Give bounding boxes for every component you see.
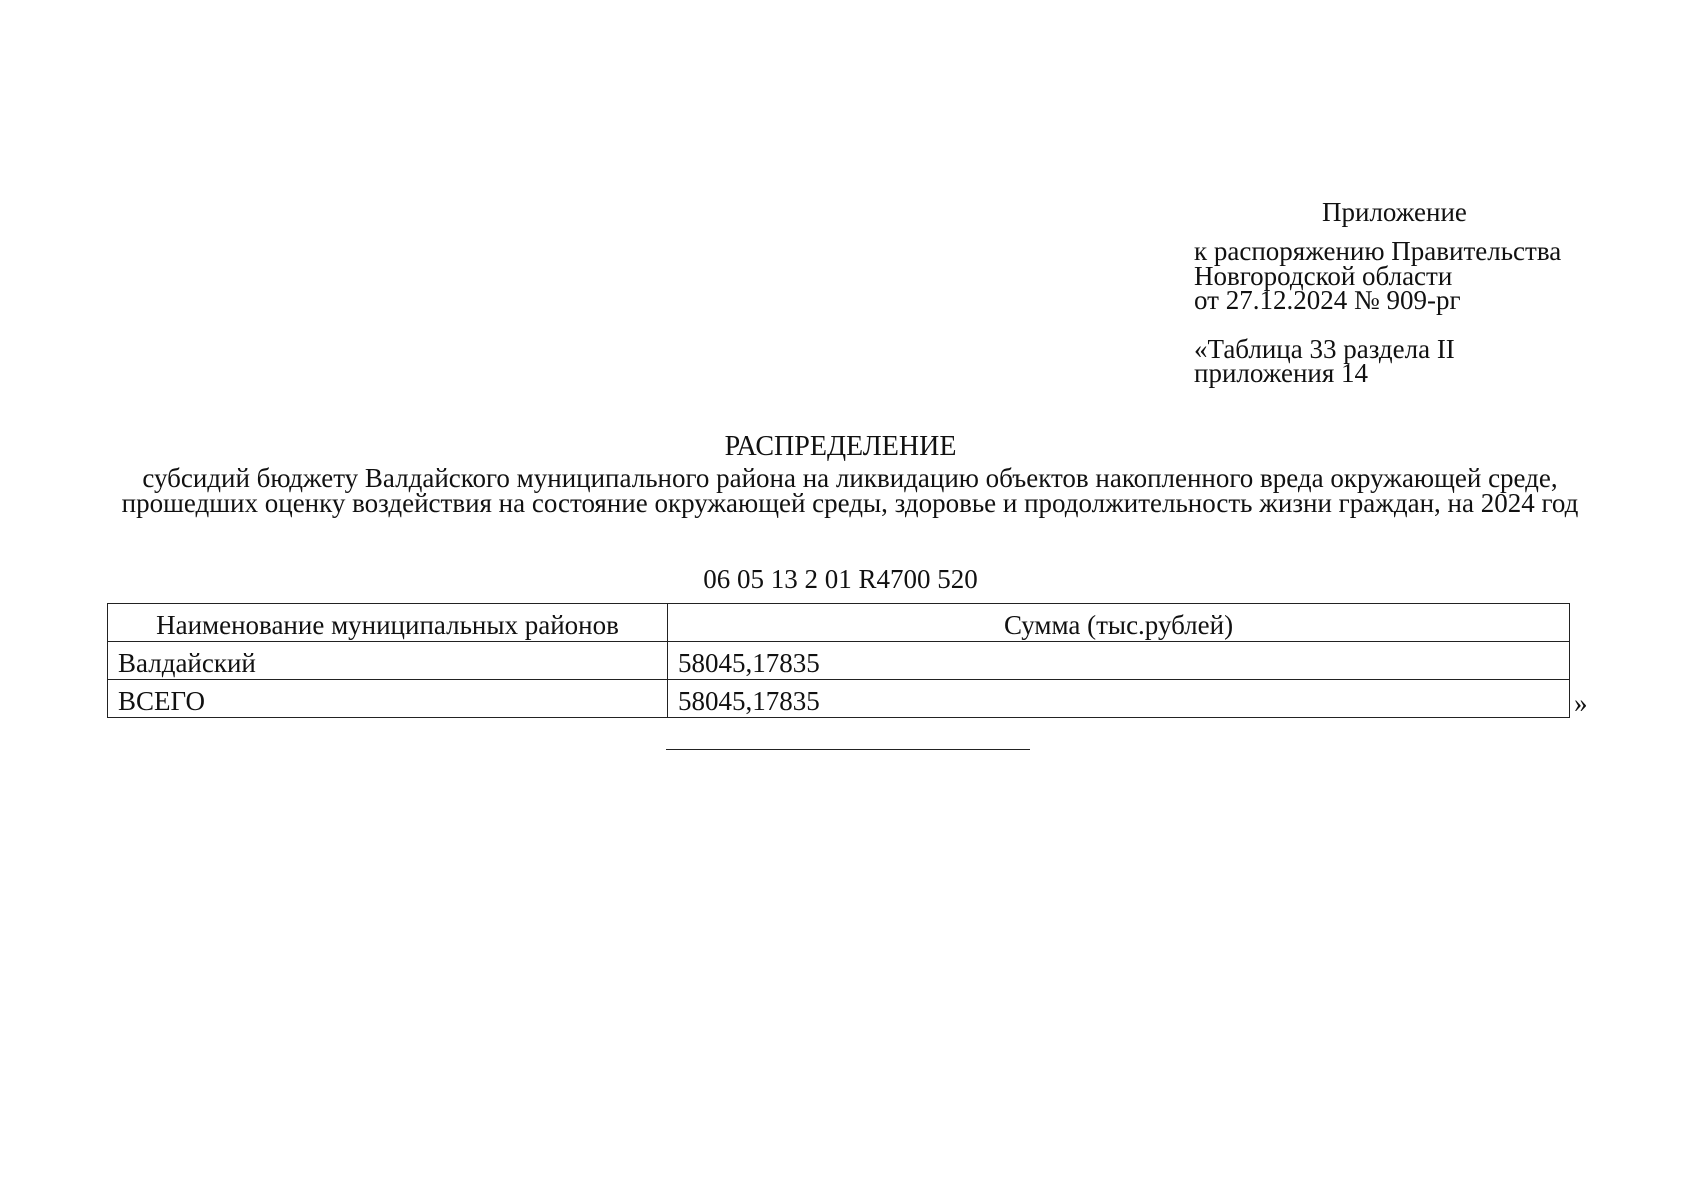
total-label-cell: ВСЕГО [108, 680, 668, 718]
amount-cell: 58045,17835 [668, 642, 1570, 680]
budget-classification-code: 06 05 13 2 01 R4700 520 [703, 564, 978, 594]
column-header-amount: Сумма (тыс.рублей) [668, 604, 1570, 642]
ordinance-date-number: от 27.12.2024 № 909-рг [1194, 285, 1461, 315]
region-name: Новгородской области [1194, 261, 1453, 291]
document-subtitle: субсидий бюджету Валдайского муниципального района на ликвидацию объектов накопленного вреда окружающей среде, прошедших оценку воздействия на состояние окружающей среды, здоровье и продолжительность жизни граждан, на 2024 год [121, 463, 1579, 518]
column-header-district: Наименование муниципальных районов [108, 604, 668, 642]
district-name-cell: Валдайский [108, 642, 668, 680]
appendix-reference: приложения 14 [1194, 358, 1369, 388]
table-header-row [108, 604, 1570, 642]
table-row [108, 642, 1570, 680]
attachment-title: Приложение [1322, 197, 1467, 227]
table-total-row [108, 680, 1570, 718]
total-amount-cell: 58045,17835 [668, 680, 1570, 718]
distribution-table [107, 603, 1570, 718]
end-divider-line [666, 749, 1030, 750]
ordinance-reference: к распоряжению Правительства [1194, 236, 1562, 266]
document-title: РАСПРЕДЕЛЕНИЕ [724, 431, 957, 462]
table-reference: «Таблица 33 раздела II [1194, 334, 1455, 364]
closing-quote-mark: » [1574, 688, 1588, 718]
